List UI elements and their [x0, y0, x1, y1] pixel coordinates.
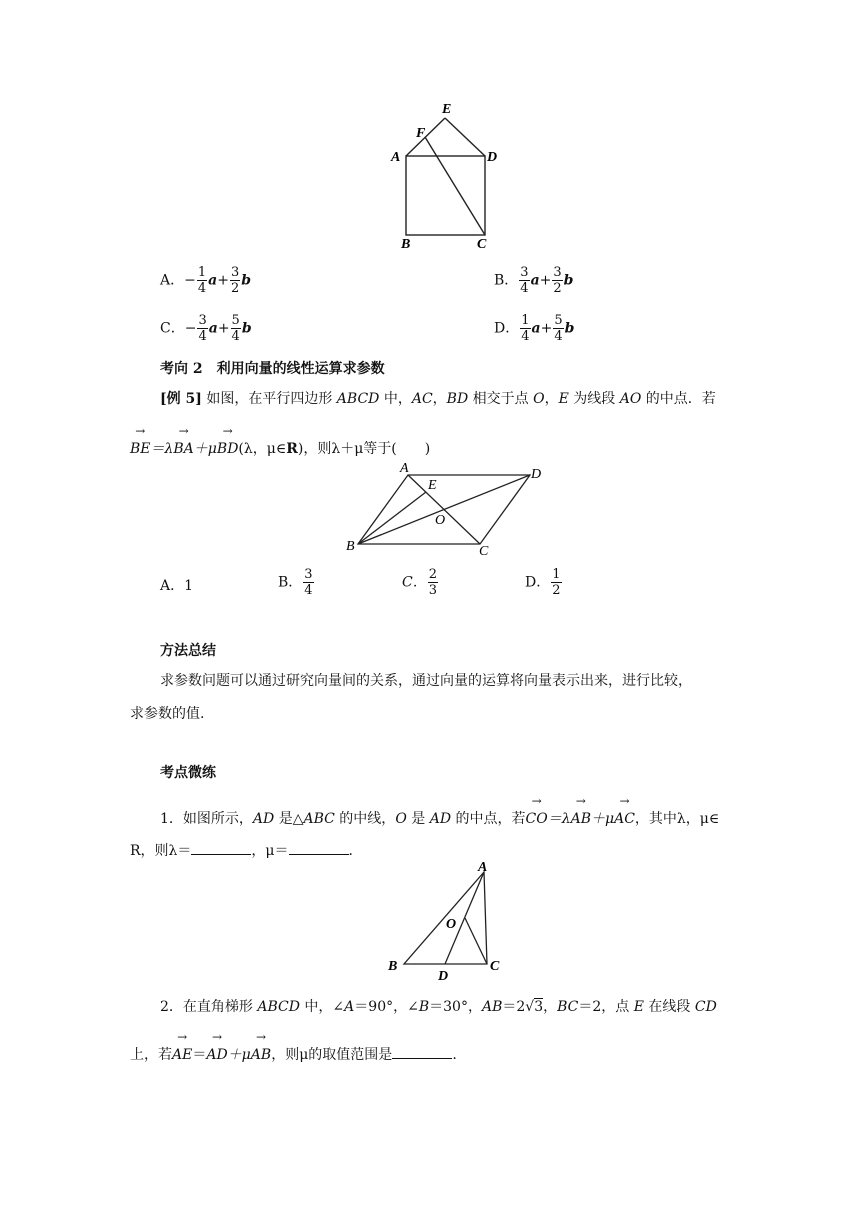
practice-q2-line1: 2．在直角梯形 ABCD 中，∠A＝90°，∠B＝30°，AB＝2√3，BC＝2，点 E 在线段 CD: [160, 999, 717, 1015]
fig2-label-D: D: [531, 467, 542, 482]
ex5-option-a[interactable]: A．1: [160, 578, 194, 594]
method-line1: 求参数问题可以通过研究向量间的关系，通过向量的运算将向量表示出来，进行比较，: [160, 673, 692, 689]
fig1-label-D: D: [487, 150, 498, 165]
fig3-label-B: B: [388, 959, 398, 974]
fig2-label-O: O: [435, 513, 446, 528]
fig1-label-E: E: [442, 102, 452, 117]
example5-line2: → BE＝λ→ BA＋μ→ BD(λ，μ∈R)，则λ＋μ等于( ): [130, 438, 430, 458]
example5-line1: [例 5] 如图，在平行四边形 ABCD 中，AC，BD 相交于点 O，E 为线段 AO 的中点．若: [160, 391, 716, 407]
practice-q2-line2: 上，若→ AE＝→ AD＋μ→ AB，则μ的取值范围是 .: [130, 1044, 457, 1064]
answer-blank-range[interactable]: [392, 1046, 452, 1059]
prev-option-a[interactable]: A．− $\frac{1}{4}$ a+ $\frac{3}{2}$ b: [160, 265, 252, 296]
answer-blank-lambda[interactable]: [191, 842, 251, 855]
sqrt-sign: √: [525, 999, 535, 1015]
figure-triangle: [380, 862, 510, 982]
fig2-label-B: B: [346, 539, 355, 554]
ex5-option-c[interactable]: C． $\frac{2}{3}$: [402, 567, 437, 598]
fig3-label-D: D: [438, 969, 449, 982]
fig3-label-O: O: [446, 917, 457, 932]
section-heading: 考向 2 利用向量的线性运算求参数: [160, 361, 385, 377]
practice-q1-line2: R，则λ＝ ，μ＝ ．: [130, 843, 363, 859]
figure-parallelogram: [340, 458, 550, 563]
prev-option-c[interactable]: C．− $\frac{3}{4}$ a+ $\frac{5}{4}$ b: [160, 313, 252, 344]
fig2-label-C: C: [479, 544, 489, 559]
square-abcd: [406, 156, 485, 235]
fig2-label-E: E: [428, 478, 437, 493]
prev-option-d[interactable]: D． $\frac{1}{4}$ a+ $\frac{5}{4}$ b: [494, 313, 575, 344]
ex5-option-d[interactable]: D． $\frac{1}{2}$: [525, 567, 561, 598]
fig3-label-C: C: [490, 959, 500, 974]
figure-square-triangle: [380, 95, 510, 255]
fig3-label-A: A: [478, 862, 488, 875]
fig1-label-F: F: [416, 126, 426, 141]
fig1-label-A: A: [391, 150, 401, 165]
method-title: 方法总结: [160, 643, 216, 659]
answer-blank-mu[interactable]: [289, 842, 349, 855]
fig2-label-A: A: [400, 461, 409, 476]
practice-q1-line1: 1．如图所示，AD 是△ABC 的中线，O 是 AD 的中点，若→ CO＝λ→ AB＋μ→ AC，其中λ，μ∈: [160, 808, 719, 828]
method-line2: 求参数的值.: [130, 706, 205, 722]
prev-option-b[interactable]: B． $\frac{3}{4}$ a+ $\frac{3}{2}$ b: [494, 265, 574, 296]
practice-title: 考点微练: [160, 765, 216, 781]
ex5-option-b[interactable]: B． $\frac{3}{4}$: [278, 567, 313, 598]
fig1-label-C: C: [477, 237, 487, 252]
fig1-label-B: B: [401, 237, 411, 252]
